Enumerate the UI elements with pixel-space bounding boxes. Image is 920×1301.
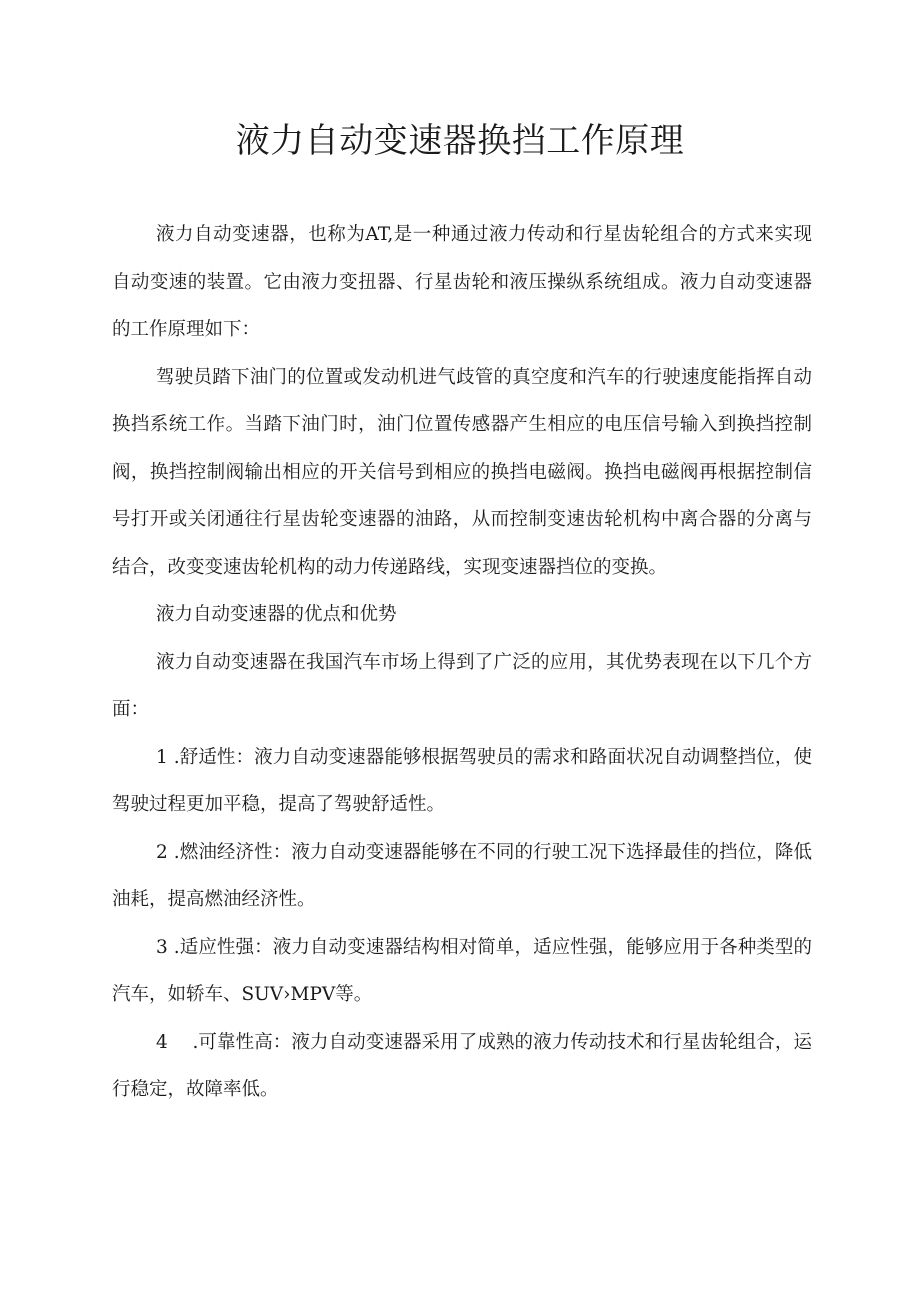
paragraph-advantages-heading: 液力自动变速器的优点和优势	[156, 604, 397, 625]
paragraph-advantages-intro: 液力自动变速器在我国汽车市场上得到了广泛的应用，其优势表现在以下几个方面：	[112, 651, 812, 720]
document-body	[112, 211, 812, 1114]
list-item-fuel-economy: 2 .燃油经济性：液力自动变速器能够在不同的行驶工况下选择最佳的挡位，降低油耗，提高燃油经济性。	[112, 841, 812, 910]
paragraph-intro: 液力自动变速器，也称为AT,是一种通过液力传动和行星齿轮组合的方式来实现自动变速的装置。它由液力变扭器、行星齿轮和液压操纵系统组成。液力自动变速器的工作原理如下：	[112, 224, 812, 340]
list-item-comfort: 1 .舒适性：液力自动变速器能够根据驾驶员的需求和路面状况自动调整挡位，使驾驶过程更加平稳，提高了驾驶舒适性。	[112, 746, 812, 815]
list-item-reliability: 4 .可靠性高：液力自动变速器采用了成熟的液力传动技术和行星齿轮组合，运行稳定，故障率低。	[112, 1031, 812, 1100]
paragraph-principle: 驾驶员踏下油门的位置或发动机进气歧管的真空度和汽车的行驶速度能指挥自动换挡系统工作。当踏下油门时，油门位置传感器产生相应的电压信号输入到换挡控制阀，换挡控制阀输出相应的开关信号到相应的换挡电磁阀。换挡电磁阀再根据控制信号打开或关闭通往行星齿轮变速器的油路，从而控制变速齿轮机构中离合器的分离与结合，改变变速齿轮机构的动力传递路线，实现变速器挡位的变换。	[112, 366, 812, 578]
list-item-adaptability: 3 .适应性强：液力自动变速器结构相对简单，适应性强，能够应用于各种类型的汽车，如轿车、SUV›MPV等。	[112, 936, 812, 1005]
document-title: 液力自动变速器换挡工作原理	[235, 121, 685, 161]
